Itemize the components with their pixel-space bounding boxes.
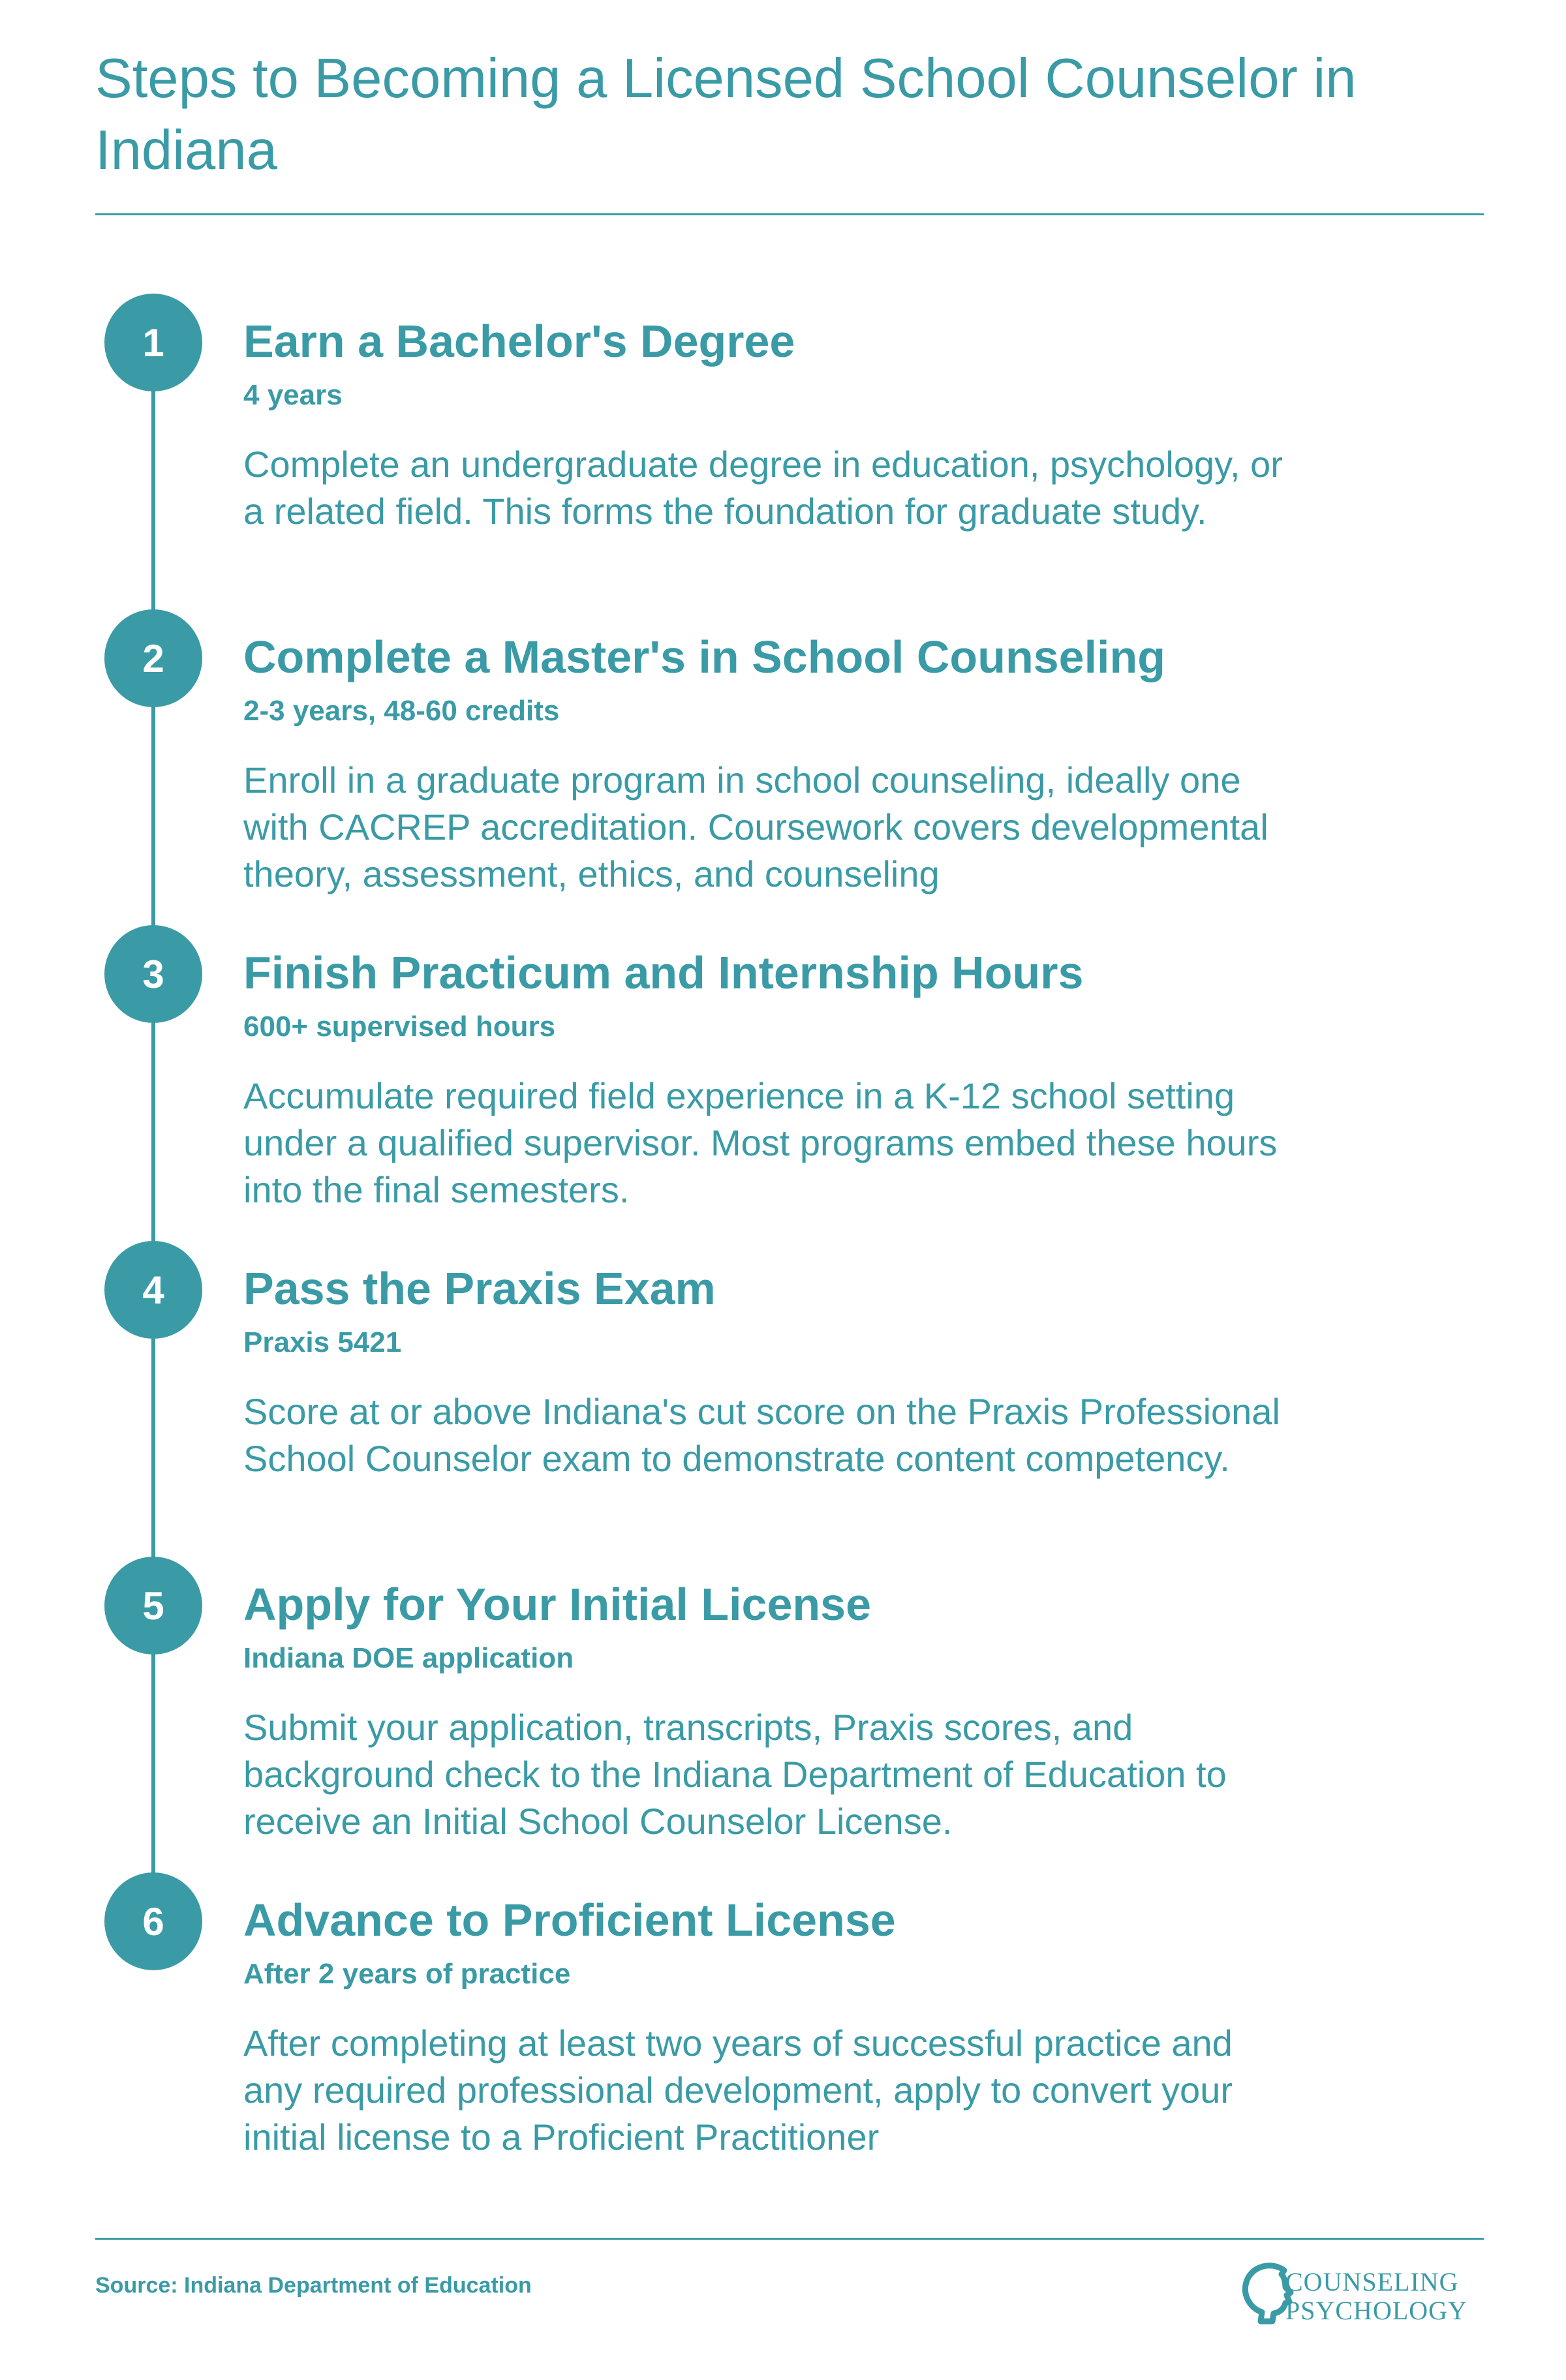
step-number-badge: 1 <box>104 294 202 391</box>
step-title: Finish Practicum and Internship Hours <box>243 947 1084 998</box>
step-number-badge: 4 <box>104 1241 202 1339</box>
source-note: Source: Indiana Department of Education <box>95 2273 532 2298</box>
step-title: Advance to Proficient License <box>243 1895 896 1945</box>
step-item <box>243 1575 1300 1845</box>
step-description: Enroll in a graduate program in school counseling, ideally one with CACREP accreditation. Coursework covers developmental theory, assessment, ethics, and counseling <box>243 759 1268 894</box>
step-meta: 4 years <box>243 379 343 411</box>
step-description: Submit your application, transcripts, Praxis scores, and background check to the Indiana Department of Education to receive an Initial School Counselor License. <box>243 1707 1227 1842</box>
step-meta: 600+ supervised hours <box>243 1011 556 1043</box>
step-item <box>243 628 1300 898</box>
page-title: Steps to Becoming a Licensed School Counselor in Indiana <box>95 48 1357 181</box>
step-description: Complete an undergraduate degree in education, psychology, or a related field. This forms the foundation for graduate study. <box>243 444 1283 532</box>
step-meta: After 2 years of practice <box>243 1958 571 1990</box>
step-number-badge: 5 <box>104 1557 202 1655</box>
step-number-badge: 2 <box>104 609 202 707</box>
step-meta: Praxis 5421 <box>243 1326 402 1358</box>
logo-text-line2: PSYCHOLOGY <box>1285 2296 1467 2325</box>
timeline-line <box>151 343 155 1933</box>
step-item <box>243 943 1300 1213</box>
step-title: Pass the Praxis Exam <box>243 1263 716 1314</box>
step-item <box>243 312 1300 535</box>
step-meta: Indiana DOE application <box>243 1642 574 1674</box>
step-item <box>243 1891 1300 2161</box>
brand-logo <box>1233 2251 1481 2336</box>
logo-text-line1: COUNSELING <box>1285 2267 1459 2296</box>
step-item <box>243 1259 1300 1482</box>
step-number-badge: 6 <box>104 1872 202 1970</box>
step-title: Earn a Bachelor's Degree <box>243 316 795 367</box>
step-description: After completing at least two years of successful practice and any required professional development, apply to convert your initial license to a Proficient Practitioner <box>243 2022 1233 2158</box>
footer-divider <box>95 2238 1484 2240</box>
step-number-badge: 3 <box>104 925 202 1023</box>
step-title: Apply for Your Initial License <box>243 1579 872 1630</box>
step-description: Accumulate required field experience in a K-12 school setting under a qualified supervisor. Most programs embed these hours into the final semesters. <box>243 1075 1278 1210</box>
header-divider <box>95 213 1484 215</box>
step-meta: 2-3 years, 48-60 credits <box>243 695 560 727</box>
step-description: Score at or above Indiana's cut score on the Praxis Professional School Counselor exam to demonstrate content competency. <box>243 1391 1280 1479</box>
step-title: Complete a Master's in School Counseling <box>243 632 1165 682</box>
